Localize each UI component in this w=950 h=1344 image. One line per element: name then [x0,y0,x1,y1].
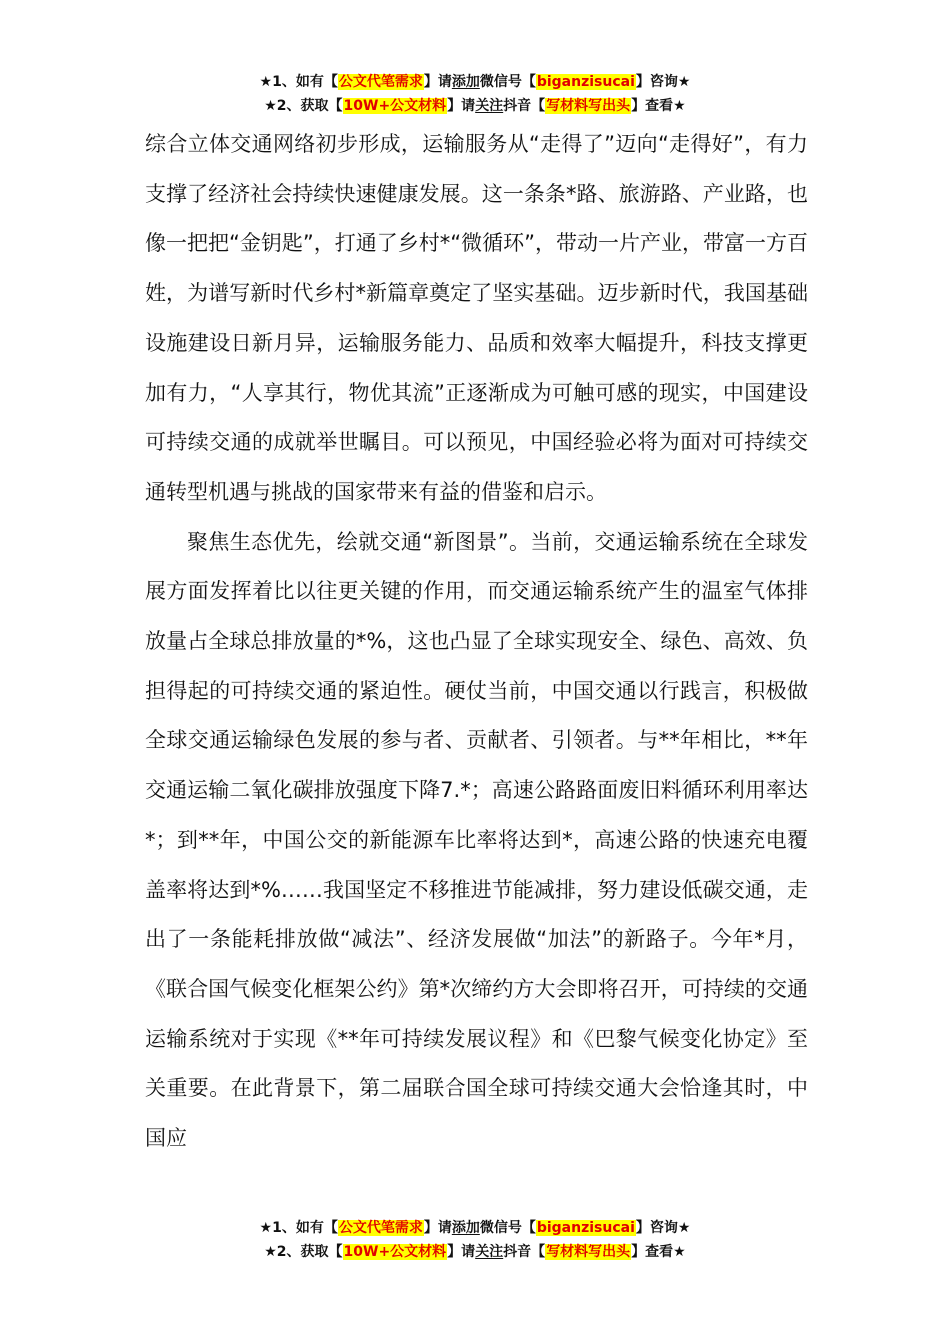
promo-suffix: 】咨询★ [635,74,691,90]
promo-suffix: 】查看★ [631,98,686,114]
header-promo-line-1 [0,70,950,94]
promo-text: 】请 [423,74,452,90]
promo-highlight: 公文代笔需求 [338,74,423,90]
document-body [145,120,808,1164]
promo-suffix: 】咨询★ [635,1220,691,1236]
promo-text: 抖音【 [503,1244,546,1260]
footer-promo-line-2 [0,1240,950,1264]
body-paragraph-2: 聚焦生态优先，绘就交通“新图景”。当前，交通运输系统在全球发展方面发挥着比以往更关键的作用，而交通运输系统产生的温室气体排放量占全球总排放量的*%，这也凸显了全球实现安全、绿色、高效、负担得起的可持续交通的紧迫性。硬仗当前，中国交通以行践言，积极做全球交通运输绿色发展的参与者、贡献者、引领者。与**年相比，**年交通运输二氧化碳排放强度下降7.*；高速公路路面废旧料循环利用率达*；到**年，中国公交的新能源车比率将达到*，高速公路的快速充电覆盖率将达到*%……我国坚定不移推进节能减排，努力建设低碳交通，走出了一条能耗排放做“减法”、经济发展做“加法”的新路子。今年*月，《联合国气候变化框架公约》第*次缔约方大会即将召开，可持续的交通运输系统对于实现《**年可持续发展议程》和《巴黎气候变化协定》至关重要。在此背景下，第二届联合国全球可持续交通大会恰逢其时，中国应 [145,529,808,1151]
promo-prefix: ★2、获取【 [264,98,343,114]
promo-underlined-text: 添加 [451,1220,480,1236]
promo-wechat-id: biganzisucai [536,1220,635,1236]
body-paragraph-1: 综合立体交通网络初步形成，运输服务从“走得了”迈向“走得好”，有力支撑了经济社会持续快速健康发展。这一条条*路、旅游路、产业路，也像一把把“金钥匙”，打通了乡村*“微循环”，带动一片产业，带富一方百姓，为谱写新时代乡村*新篇章奠定了坚实基础。迈步新时代，我国基础设施建设日新月异，运输服务能力、品质和效率大幅提升，科技支撑更加有力，“人享其行，物优其流”正逐渐成为可触可感的现实，中国建设可持续交通的成就举世瞩目。可以预见，中国经验必将为面对可持续交通转型机遇与挑战的国家带来有益的借鉴和启示。 [145,132,809,504]
promo-douyin-account: 写材料写出头 [546,1244,631,1260]
promo-highlight: 公文代笔需求 [338,1220,423,1236]
promo-underlined-text: 关注 [475,1244,504,1260]
promo-suffix: 】查看★ [631,1244,686,1260]
promo-prefix: ★2、获取【 [264,1244,343,1260]
promo-wechat-id: biganzisucai [536,74,635,90]
promo-underlined-text: 关注 [475,98,504,114]
promo-highlight: 10W+公文材料 [343,1244,447,1260]
promo-prefix: ★1、如有【 [259,74,338,90]
header-promo-line-2 [0,94,950,118]
promo-text: 】请 [447,1244,476,1260]
footer-promo-line-1 [0,1216,950,1240]
promo-douyin-account: 写材料写出头 [546,98,631,114]
promo-text: 抖音【 [503,98,546,114]
promo-prefix: ★1、如有【 [259,1220,338,1236]
promo-highlight: 10W+公文材料 [343,98,447,114]
promo-text: 微信号【 [479,74,536,90]
header-promo-banner [0,70,950,118]
promo-text: 】请 [447,98,476,114]
promo-text: 微信号【 [479,1220,536,1236]
promo-underlined-text: 添加 [451,74,480,90]
footer-promo-banner [0,1216,950,1264]
promo-text: 】请 [423,1220,452,1236]
